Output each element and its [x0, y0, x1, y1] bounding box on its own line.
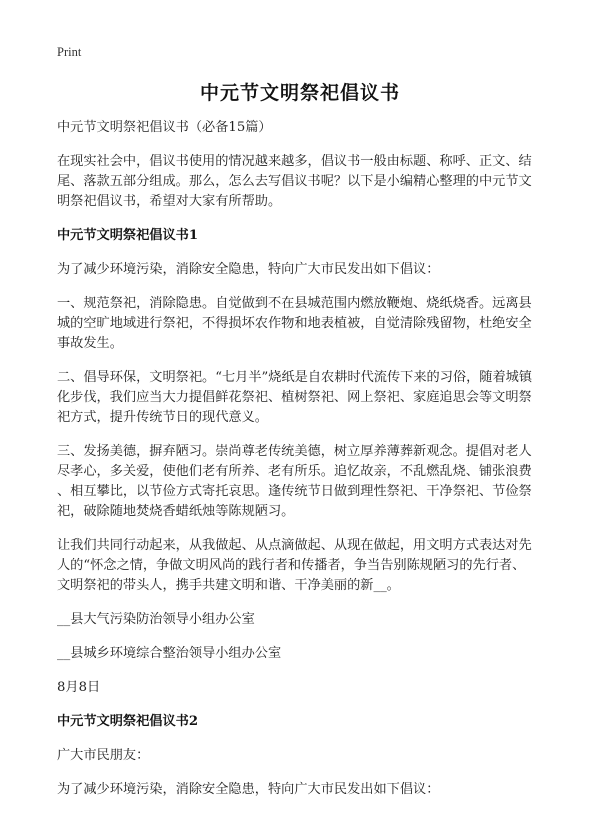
section-1-closing	[57, 536, 549, 596]
item-line: 二、倡导环保，文明祭祀。“七月半”烧纸是自农耕时代流传下来的习俗，随着城镇	[57, 370, 533, 385]
page-title: 中元节文明祭祀倡议书	[199, 82, 400, 104]
section-2-opening: 为了减少环境污染，消除安全隐患，特向广大市民发出如下倡议：	[57, 782, 440, 797]
section-1-item-2	[57, 368, 549, 428]
closing-line: 人的“怀念之情，争做文明风尚的践行者和传播者，争当告别陈规陋习的先行者、	[57, 558, 526, 573]
intro-line: 明祭祀倡议书，希望对大家有所帮助。	[57, 194, 282, 209]
item-line: 祀，破除随地焚烧香蜡纸烛等陈规陋习。	[57, 504, 295, 519]
item-line: 一、规范祭祀，消除隐患。自觉做到不在县城范围内燃放鞭炮、烧纸烧香。远离县	[57, 296, 532, 311]
item-line: 三、发扬美德，摒弃陋习。崇尚尊老传统美德，树立厚养薄葬新观念。提倡对老人	[57, 444, 532, 459]
section-1-opening: 为了减少环境污染，消除安全隐患，特向广大市民发出如下倡议：	[57, 262, 440, 277]
item-line: 化步伐，我们应当大力提倡鲜花祭祀、植树祭祀、网上祭祀、家庭追思会等文明祭	[57, 390, 532, 405]
closing-line: 让我们共同行动起来，从我做起、从点滴做起、从现在做起，用文明方式表达对先	[57, 538, 532, 553]
item-line: 、相互攀比，以节俭方式寄托哀思。逢传统节日做到理性祭祀、干净祭祀、节俭祭	[57, 484, 532, 499]
item-line: 祀方式，提升传统节日的现代意义。	[57, 410, 268, 425]
document-subtitle: 中元节文明祭祀倡议书（必备15篇）	[57, 120, 272, 135]
section-1-item-1	[57, 294, 549, 354]
intro-line: 尾、落款五部分组成。那么，怎么去写倡议书呢？以下是小编精心整理的中元节文	[57, 174, 532, 189]
document-body	[57, 118, 549, 814]
item-line: 尽孝心，多关爱，使他们老有所养、老有所乐。追忆故亲，不乱燃乱烧、铺张浪费	[57, 464, 532, 479]
signer-1: __县大气污染防治领导小组办公室	[57, 612, 255, 627]
item-line: 事故发生。	[57, 336, 123, 351]
section-1-heading: 中元节文明祭祀倡议书1	[57, 228, 199, 243]
signer-2: __县城乡环境综合整治领导小组办公室	[57, 646, 282, 661]
item-line: 城的空旷地域进行祭祀，不得损坏农作物和地表植被，自觉清除残留物，杜绝安全	[57, 316, 532, 331]
signature-date: 8月8日	[57, 680, 101, 695]
section-2-salutation: 广大市民朋友：	[57, 748, 150, 763]
section-2-heading: 中元节文明祭祀倡议书2	[57, 714, 199, 729]
closing-line: 文明祭祀的带头人，携手共建文明和谐、干净美丽的新__。	[57, 578, 400, 593]
print-link[interactable]: Print	[57, 45, 82, 59]
section-1-item-3	[57, 442, 549, 522]
intro-paragraph	[57, 152, 549, 212]
intro-line: 在现实社会中，倡议书使用的情况越来越多，倡议书一般由标题、称呼、正文、结	[57, 154, 532, 169]
